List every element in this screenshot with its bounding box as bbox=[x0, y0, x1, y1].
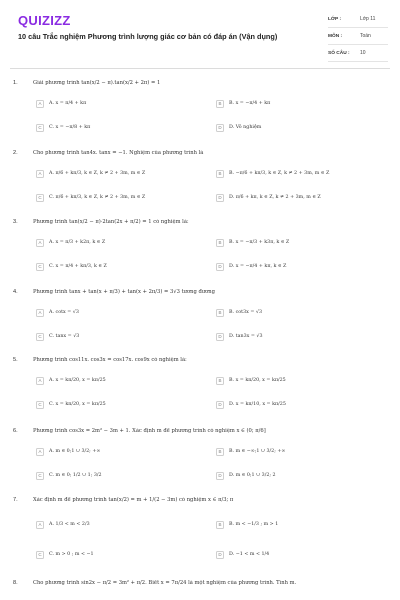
option-letter-box: C bbox=[36, 472, 44, 480]
option-letter-box: A bbox=[36, 309, 44, 317]
option-text: C. m > 0 ; m < −1 bbox=[49, 552, 94, 557]
header-divider bbox=[10, 68, 390, 69]
question-number: 2. bbox=[13, 150, 18, 156]
option-b[interactable] bbox=[216, 307, 262, 318]
option-letter-box: D bbox=[216, 124, 224, 132]
option-text: C. x = kπ/20, x = kπ/25 bbox=[49, 402, 106, 407]
question-text: Phương trình cos3x = 2m² − 3m + 1. Xác định m để phương trình có nghiệm x ∈ (0; π/6] bbox=[33, 428, 266, 434]
option-letter-box: A bbox=[36, 170, 44, 178]
option-letter-box: A bbox=[36, 448, 44, 456]
option-d[interactable] bbox=[216, 261, 286, 272]
meta-row-subject bbox=[328, 28, 388, 45]
option-b[interactable] bbox=[216, 237, 289, 248]
question-number: 4. bbox=[13, 289, 18, 295]
question-text: Phương trình cos11x. cos3x = cos17x. cos9x có nghiệm là: bbox=[33, 357, 187, 363]
option-text: B. −π/6 + kπ/3, k ∈ Z, k ≠ 2 + 3m, m ∈ Z bbox=[229, 171, 330, 176]
option-c[interactable] bbox=[36, 399, 106, 410]
option-letter-box: D bbox=[216, 194, 224, 202]
option-letter-box: A bbox=[36, 377, 44, 385]
option-d[interactable] bbox=[216, 470, 276, 481]
option-text: D. x = −π/4 + kπ, k ∈ Z bbox=[229, 264, 287, 269]
option-letter-box: C bbox=[36, 333, 44, 341]
question-text: Xác định m để phương trình tan(x/2) = m + 1/(2 − 3m) có nghiệm x ∈ π/3; π bbox=[33, 497, 234, 503]
option-b[interactable] bbox=[216, 168, 329, 179]
option-b[interactable] bbox=[216, 519, 278, 530]
meta-value: Toán bbox=[360, 33, 371, 39]
option-c[interactable] bbox=[36, 549, 94, 560]
option-text: D. −1 < m < 1/4 bbox=[229, 552, 270, 557]
option-text: B. m ∈ −∞;1 ∪ 3/2; +∞ bbox=[229, 449, 286, 454]
option-text: D. x = kπ/10, x = kπ/25 bbox=[229, 402, 286, 407]
option-text: A. cotx = √3 bbox=[49, 310, 79, 315]
question-number: 3. bbox=[13, 219, 18, 225]
option-letter-box: D bbox=[216, 333, 224, 341]
meta-label: SỐ CÂU : bbox=[328, 50, 350, 56]
option-c[interactable] bbox=[36, 261, 107, 272]
option-d[interactable] bbox=[216, 549, 269, 560]
option-a[interactable] bbox=[36, 168, 145, 179]
option-text: C. m ∈ 0; 1/2 ∪ 1; 3/2 bbox=[49, 473, 102, 478]
option-letter-box: C bbox=[36, 401, 44, 409]
meta-info-panel bbox=[328, 11, 388, 62]
option-d[interactable] bbox=[216, 399, 286, 410]
option-text: A. x = π/3 + k2π, k ∈ Z bbox=[49, 240, 106, 245]
option-a[interactable] bbox=[36, 237, 105, 248]
option-d[interactable] bbox=[216, 331, 263, 342]
option-letter-box: B bbox=[216, 309, 224, 317]
option-c[interactable] bbox=[36, 192, 145, 203]
question-number: 5. bbox=[13, 357, 18, 363]
option-letter-box: B bbox=[216, 448, 224, 456]
option-letter-box: C bbox=[36, 263, 44, 271]
option-text: D. π/6 + kπ, k ∈ Z, k ≠ 2 + 3m, m ∈ Z bbox=[229, 195, 321, 200]
option-a[interactable] bbox=[36, 98, 86, 109]
option-letter-box: C bbox=[36, 194, 44, 202]
meta-value: Lớp 11 bbox=[360, 16, 376, 22]
option-b[interactable] bbox=[216, 98, 270, 109]
option-letter-box: B bbox=[216, 239, 224, 247]
option-letter-box: A bbox=[36, 239, 44, 247]
meta-row-count bbox=[328, 45, 388, 62]
option-text: D. tan3x = √3 bbox=[229, 334, 263, 339]
meta-row-class bbox=[328, 11, 388, 28]
option-text: B. x = −π/3 + k3π, k ∈ Z bbox=[229, 240, 290, 245]
quizizz-logo[interactable]: QUIZIZZ bbox=[18, 13, 71, 28]
question-text: Phương trình tanx + tan(x + π/3) + tan(x + 2π/3) = 3√3 tương đương bbox=[33, 289, 215, 295]
question-number: 7. bbox=[13, 497, 18, 503]
option-b[interactable] bbox=[216, 446, 285, 457]
option-text: B. m < −1/3 ; m > 1 bbox=[229, 522, 279, 527]
question-text: Cho phương trình sin2x − π/2 = 3m² + π/2. Biết x = 7π/24 là một nghiệm của phương trình. Tính m. bbox=[33, 580, 297, 586]
option-c[interactable] bbox=[36, 331, 79, 342]
option-b[interactable] bbox=[216, 375, 286, 386]
option-text: A. m ∈ 0;1 ∪ 3/2; +∞ bbox=[49, 449, 101, 454]
option-text: B. cot3x = √3 bbox=[229, 310, 263, 315]
option-text: D. m ∈ 0;1 ∪ 3/2; 2 bbox=[229, 473, 276, 478]
meta-value: 10 bbox=[360, 50, 366, 56]
option-letter-box: D bbox=[216, 401, 224, 409]
option-letter-box: B bbox=[216, 100, 224, 108]
option-letter-box: D bbox=[216, 263, 224, 271]
question-text: Giải phương trình tan(x/2 − π).tan(x/2 + 2π) = 1 bbox=[33, 80, 161, 86]
option-text: C. tanx = √3 bbox=[49, 334, 80, 339]
option-d[interactable] bbox=[216, 122, 261, 133]
option-a[interactable] bbox=[36, 519, 90, 530]
option-text: A. x = kπ/20, x = kπ/25 bbox=[49, 378, 106, 383]
option-text: C. π/6 + kπ/3, k ∈ Z, k ≠ 2 + 3m, m ∈ Z bbox=[49, 195, 146, 200]
option-letter-box: D bbox=[216, 472, 224, 480]
option-text: A. π/6 + kπ/3, k ∈ Z, k ≠ 2 + 3m, m ∈ Z bbox=[49, 171, 146, 176]
option-text: A. x = π/4 + kπ bbox=[49, 101, 87, 106]
meta-label: MÔN : bbox=[328, 33, 343, 39]
meta-label: LỚP : bbox=[328, 16, 342, 22]
option-c[interactable] bbox=[36, 470, 102, 481]
question-number: 8. bbox=[13, 580, 18, 586]
option-d[interactable] bbox=[216, 192, 321, 203]
option-letter-box: B bbox=[216, 377, 224, 385]
option-letter-box: B bbox=[216, 521, 224, 529]
page-title: 10 câu Trắc nghiệm Phương trình lượng giác cơ bản có đáp án (Vận dụng) bbox=[18, 32, 278, 41]
option-text: B. x = −π/4 + kπ bbox=[229, 101, 271, 106]
option-a[interactable] bbox=[36, 307, 79, 318]
option-letter-box: A bbox=[36, 100, 44, 108]
option-text: C. x = −π/8 + kπ bbox=[49, 125, 91, 130]
option-text: D. Vô nghiệm bbox=[229, 125, 262, 130]
option-letter-box: D bbox=[216, 551, 224, 559]
worksheet-header bbox=[0, 0, 400, 70]
question-text: Cho phương trình tan4x. tanx = −1. Nghiệm của phương trình là bbox=[33, 150, 204, 156]
option-letter-box: C bbox=[36, 551, 44, 559]
option-a[interactable] bbox=[36, 375, 106, 386]
option-text: A. 1/3 < m < 2/3 bbox=[49, 522, 90, 527]
question-number: 6. bbox=[13, 428, 18, 434]
question-number: 1. bbox=[13, 80, 18, 86]
option-a[interactable] bbox=[36, 446, 100, 457]
option-c[interactable] bbox=[36, 122, 90, 133]
option-letter-box: B bbox=[216, 170, 224, 178]
option-letter-box: C bbox=[36, 124, 44, 132]
option-text: B. x = kπ/20, x = kπ/25 bbox=[229, 378, 286, 383]
option-letter-box: A bbox=[36, 521, 44, 529]
question-text: Phương trình tan(x/2 − π)·2tan(2x + π/2) = 1 có nghiệm là: bbox=[33, 219, 189, 225]
option-text: C. x = π/4 + kπ/3, k ∈ Z bbox=[49, 264, 107, 269]
